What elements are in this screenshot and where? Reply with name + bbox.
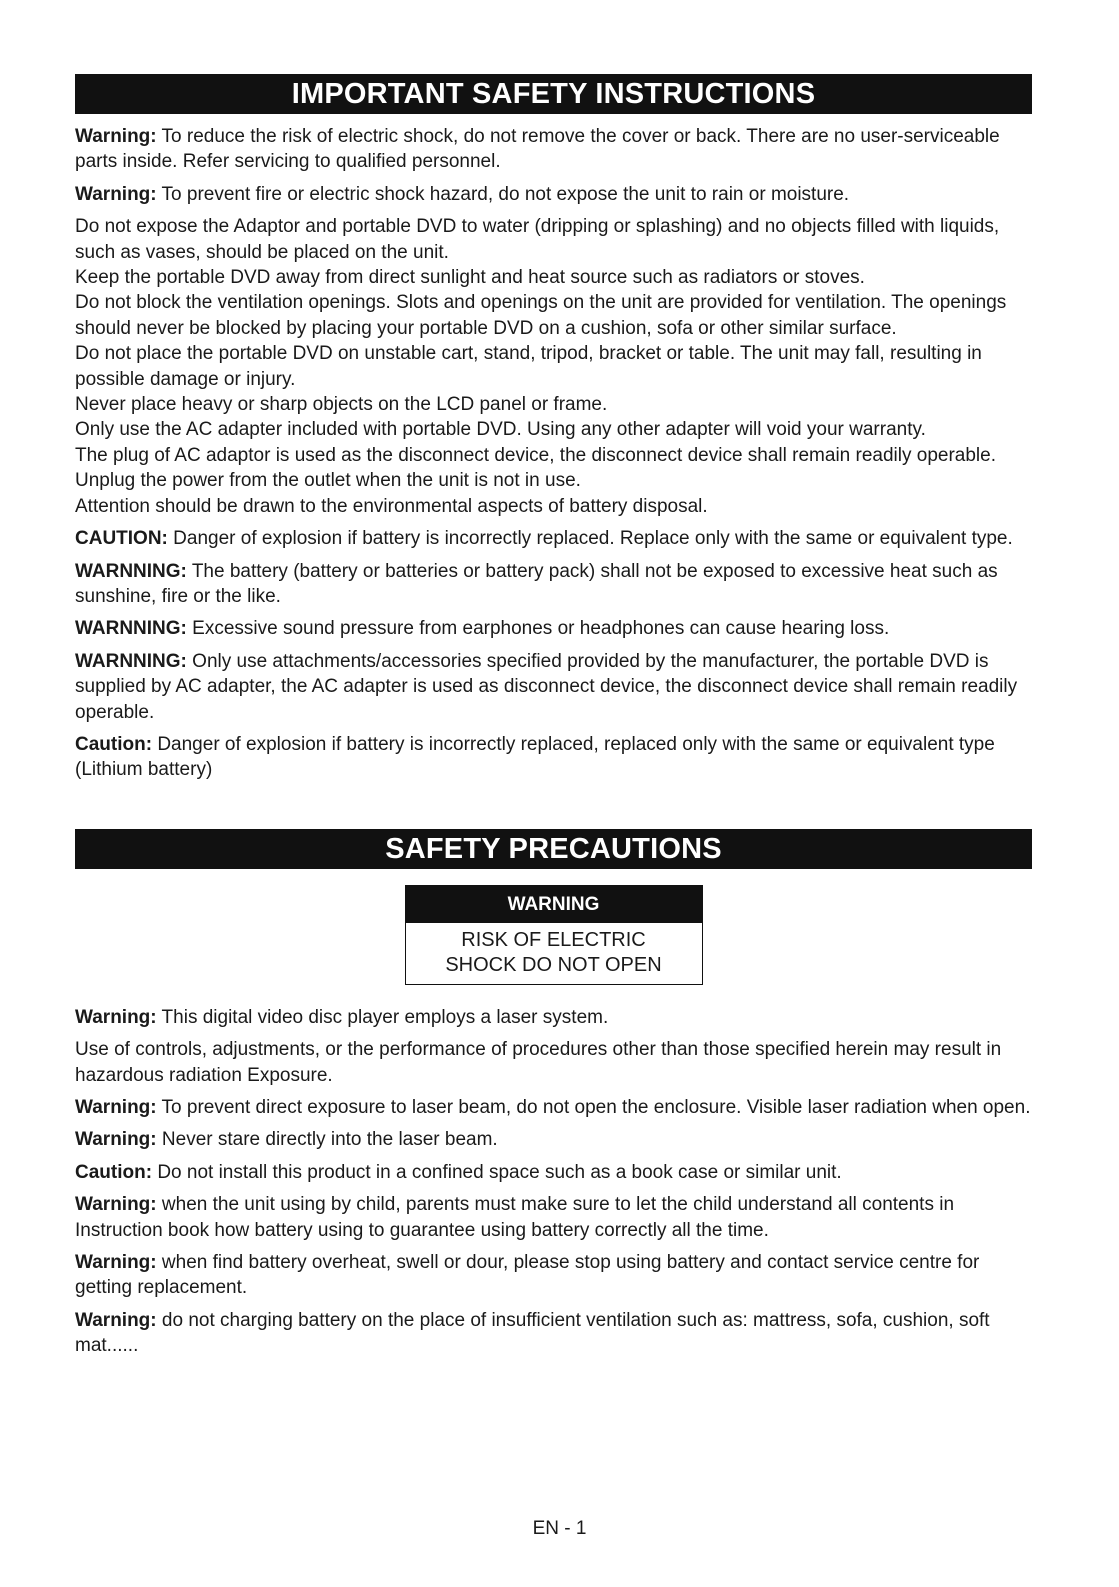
paragraph-label: Warning: [75,1194,157,1216]
paragraph [75,124,1032,175]
paragraph [75,265,1032,290]
paragraph-label: Warning: [75,1252,157,1273]
section-title-safety-instructions: IMPORTANT SAFETY INSTRUCTIONS [75,74,1032,114]
paragraph-text: Attention should be drawn to the environmental aspects of battery disposal. [75,495,708,517]
paragraph-text: The plug of AC adaptor is used as the disconnect device, the disconnect device shall remain readily operable. [75,444,996,466]
paragraph-text: Keep the portable DVD away from direct sunlight and heat source such as radiators or stoves. [75,267,865,289]
paragraph-text: Excessive sound pressure from earphones or headphones can cause hearing loss. [186,618,890,640]
paragraph-label: Caution: [75,733,153,755]
paragraph-label: CAUTION: [75,528,168,550]
paragraph-text: To prevent fire or electric shock hazard, do not expose the unit to rain or moisture. [156,183,850,205]
paragraph [75,182,1032,207]
paragraph-text: Only use the AC adapter included with portable DVD. Using any other adapter will void your warranty. [75,419,926,441]
paragraph-text: Never stare directly into the laser beam. [156,1129,498,1151]
paragraph [75,443,1032,468]
section-spacer [75,783,1032,829]
warning-label-body [406,923,702,984]
paragraph-label: Warning: [75,1309,157,1331]
paragraph [75,649,1032,725]
paragraph [75,1127,1032,1152]
paragraph-text: Do not block the ventilation openings. Slots and openings on the unit are provided for ventilation. The openings should never be blocked by placing your portable DVD on a cushion, sofa or other similar surface. [75,292,1007,339]
paragraph-label: WARNNING: [75,560,187,582]
paragraph [75,1192,1032,1243]
paragraph [75,1005,1032,1030]
paragraph [75,616,1032,641]
section-title-safety-precautions: SAFETY PRECAUTIONS [75,829,1032,869]
paragraph [75,494,1032,519]
page-number: EN - 1 [532,1518,587,1539]
paragraph-text: Never place heavy or sharp objects on the LCD panel or frame. [75,394,608,416]
paragraph-label: WARNNING: [75,618,187,640]
paragraph-text: This digital video disc player employs a laser system. [156,1006,609,1028]
paragraph-text: Unplug the power from the outlet when the unit is not in use. [75,470,581,492]
paragraph [75,392,1032,417]
paragraph [75,290,1032,341]
paragraph-label: WARNNING: [75,650,187,672]
paragraph-text: when the unit using by child, parents must make sure to let the child understand all contents in Instruction book how battery using to guarantee using battery correctly all the time. [75,1194,955,1241]
warning-label-header: WARNING [406,886,702,923]
warning-label-line: RISK OF ELECTRIC [461,928,646,951]
paragraph-text: Do not place the portable DVD on unstable cart, stand, tripod, bracket or table. The unit may fall, resulting in possible damage or injury. [75,343,982,390]
paragraph [75,1160,1032,1185]
paragraph [75,341,1032,392]
paragraph-text: Only use attachments/accessories specified provided by the manufacturer, the portable DVD is supplied by AC adapter, the AC adapter is used as disconnect device, the disconnect device shall remain readily operable. [75,650,1018,723]
paragraph-text: To prevent direct exposure to laser beam, do not open the enclosure. Visible laser radiation when open. [156,1096,1031,1118]
paragraph-label: Caution: [75,1161,153,1183]
paragraph-text: when find battery overheat, swell or dour, please stop using battery and contact service centre for getting replacement. [75,1252,980,1299]
paragraph-label: Warning: [75,1129,157,1151]
paragraph [75,1095,1032,1120]
paragraph-label: Warning: [75,1006,157,1028]
paragraph [75,559,1032,610]
paragraph [75,1250,1032,1301]
paragraph [75,1037,1032,1088]
paragraph [75,417,1032,442]
paragraph [75,214,1032,265]
paragraph-text: Use of controls, adjustments, or the performance of procedures other than those specified herein may result in hazardous radiation Exposure. [75,1039,1002,1086]
paragraph-label: Warning: [75,1096,157,1118]
paragraph-text: Do not install this product in a confined space such as a book case or similar unit. [152,1161,842,1183]
document-page [75,74,1032,1359]
warning-label-box [405,885,703,985]
paragraph-text: do not charging battery on the place of insufficient ventilation such as: mattress, sofa, cushion, soft mat...... [75,1309,990,1357]
paragraph-text: Danger of explosion if battery is incorrectly replaced. Replace only with the same or equivalent type. [167,528,1013,550]
paragraph-text: Danger of explosion if battery is incorrectly replaced, replaced only with the same or equivalent type (Lithium battery) [75,733,995,781]
paragraph-text: To reduce the risk of electric shock, do not remove the cover or back. There are no user-serviceable parts inside. Refer servicing to qualified personnel. [75,126,1000,173]
warning-label-line: SHOCK DO NOT OPEN [445,953,662,976]
paragraph-label: Warning: [75,183,157,205]
paragraph-text: The battery (battery or batteries or battery pack) shall not be exposed to excessive heat such as sunshine, fire or the like. [75,560,998,607]
paragraph [75,526,1032,551]
paragraph-text: Do not expose the Adaptor and portable DVD to water (dripping or splashing) and no objects filled with liquids, such as vases, should be placed on the unit. [75,216,1000,263]
paragraph [75,468,1032,493]
paragraph-label: Warning: [75,126,157,147]
paragraph [75,732,1032,783]
paragraph [75,1308,1032,1359]
